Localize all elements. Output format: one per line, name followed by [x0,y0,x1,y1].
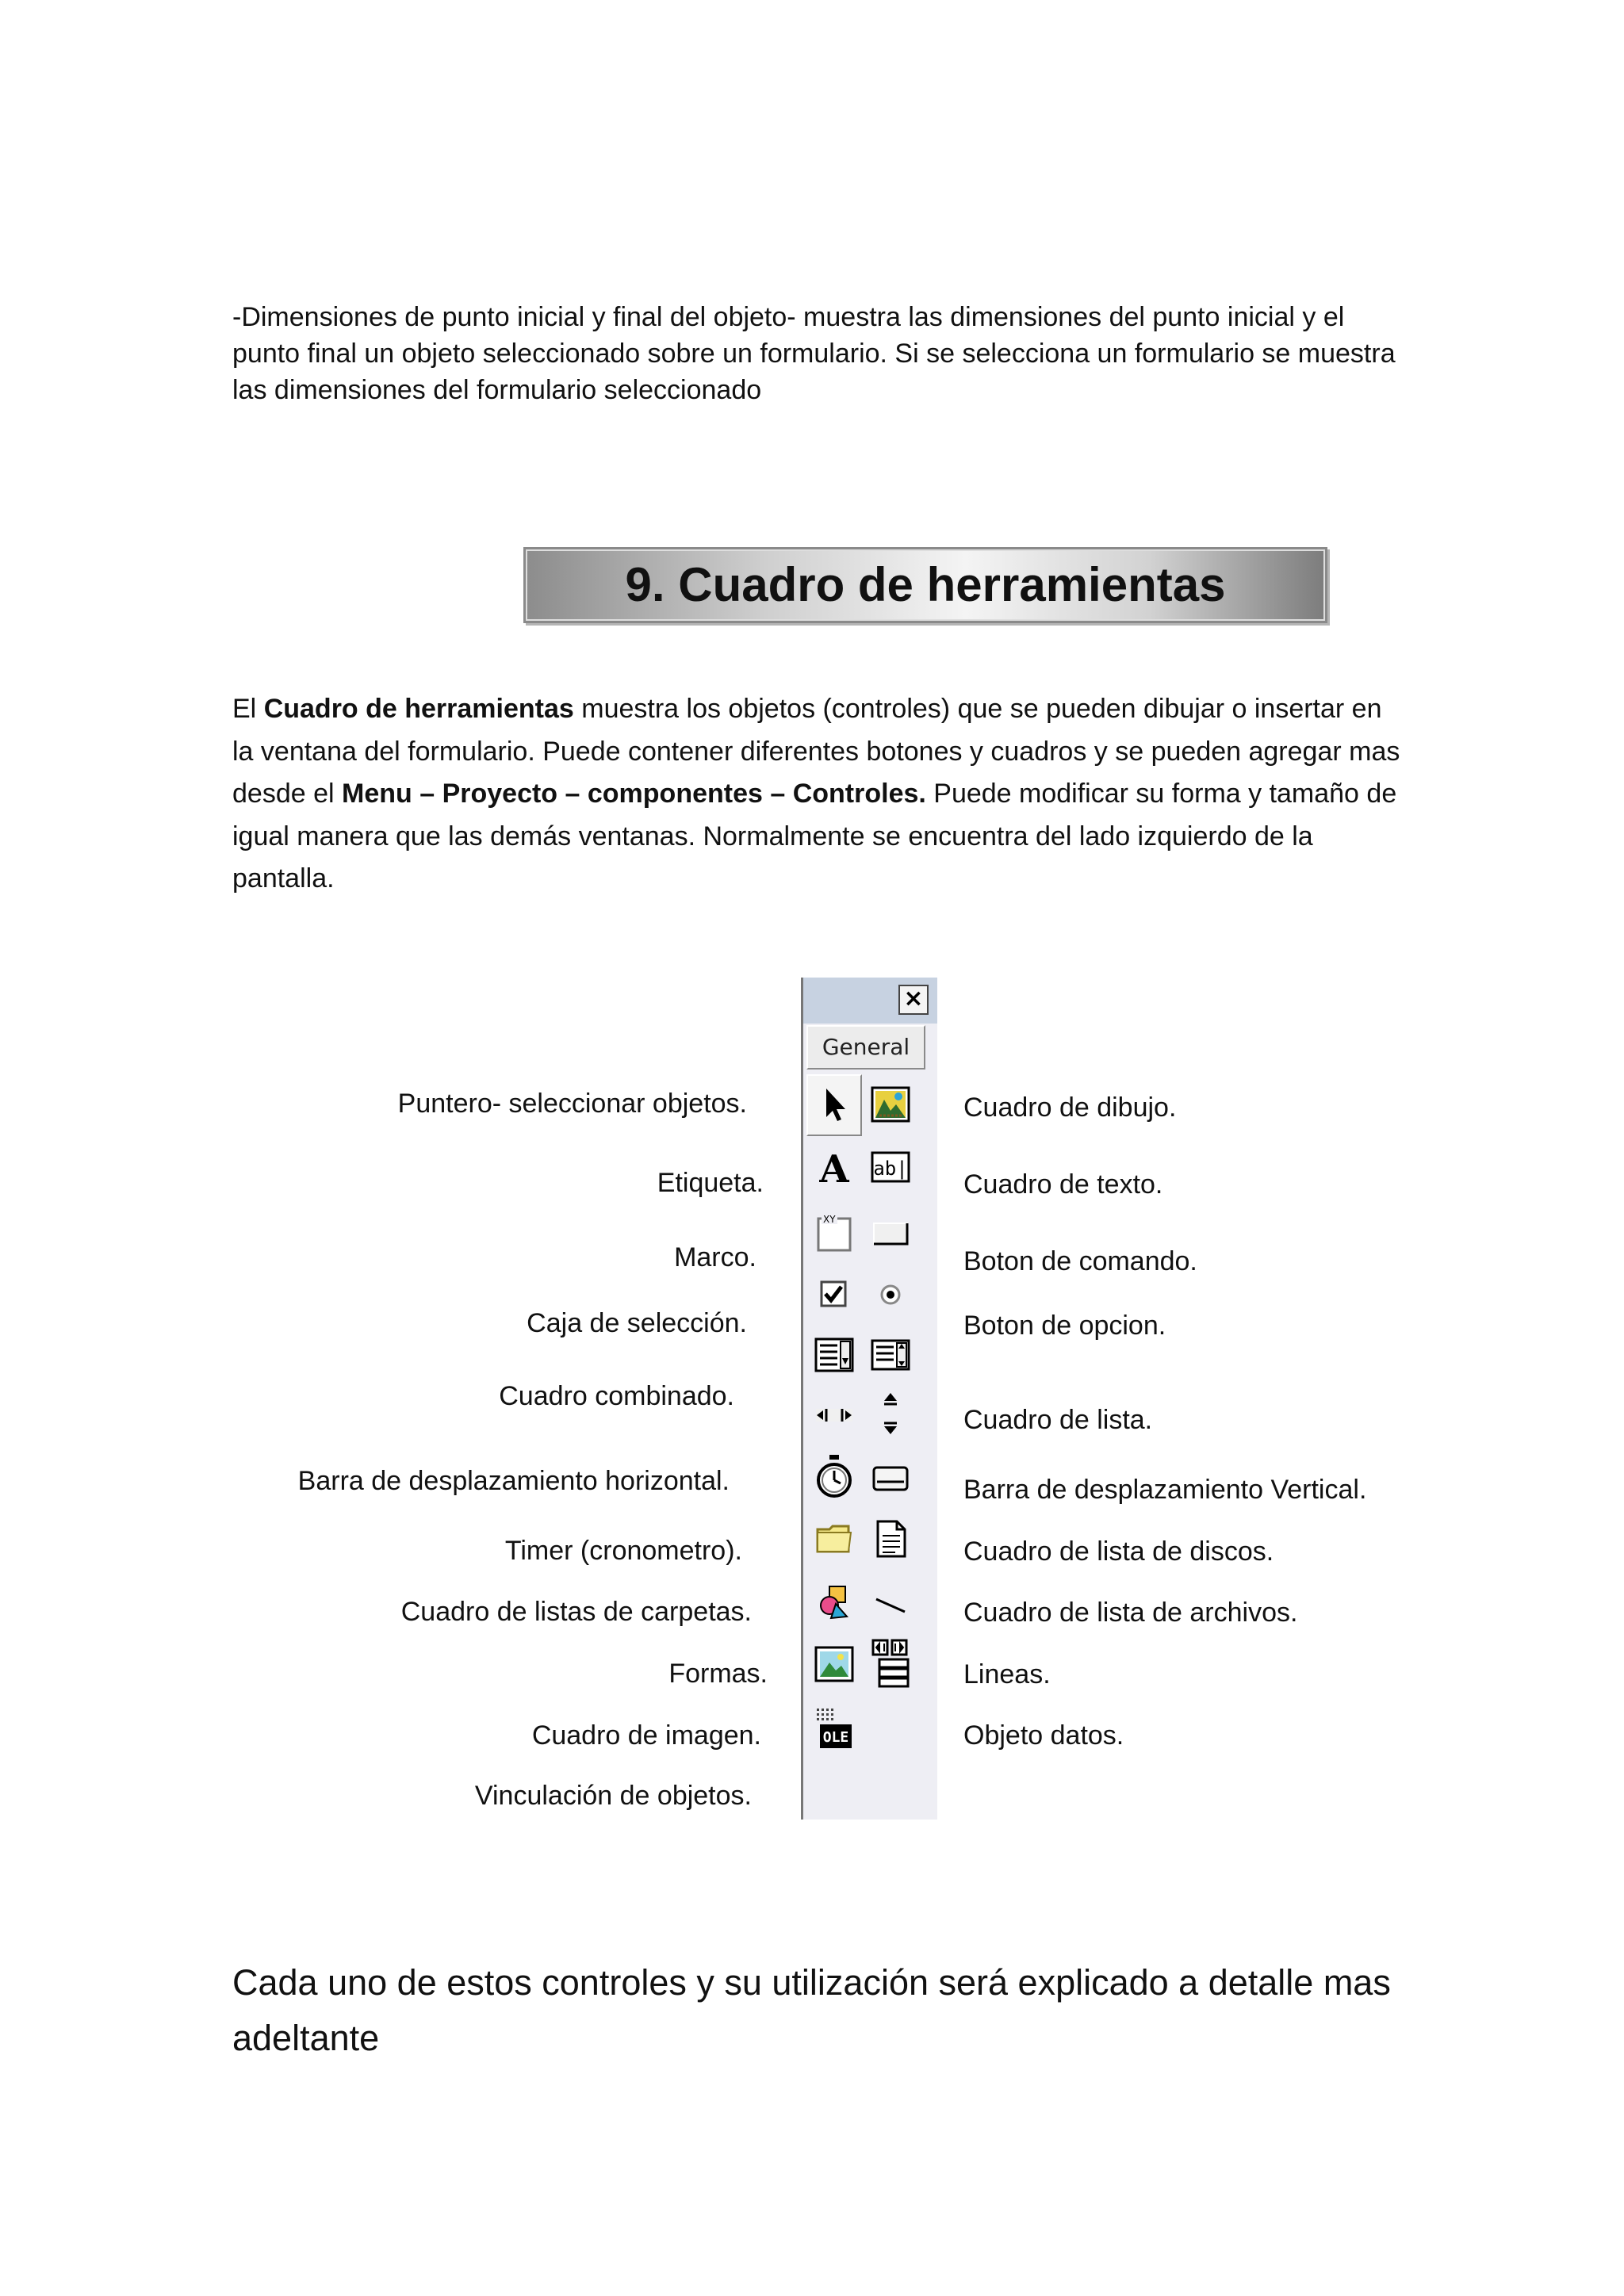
section-title-banner [523,547,1327,623]
intro-text: -Dimensiones de punto inicial y final del objeto- muestra las dimensiones del punto inicial y el punto final un objeto seleccionado sobre un formulario. Si se selecciona un formulario se muestra las dimensiones del formulario seleccionado [232,302,1396,405]
label-cuadro-texto: Cuadro de texto. [963,1169,1163,1200]
label-vinculacion: Vinculación de objetos. [474,1781,752,1811]
svg-text:ab|: ab| [873,1158,908,1180]
label-lista-archivos: Cuadro de lista de archivos. [963,1598,1298,1628]
label-barra-vertical: Barra de desplazamiento Vertical. [963,1475,1367,1505]
label-cuadro-combinado: Cuadro combinado. [499,1381,734,1411]
label-cuadro-imagen: Cuadro de imagen. [531,1720,761,1751]
commandbutton-icon[interactable] [870,1212,911,1253]
picturebox-icon[interactable] [870,1084,911,1125]
label-caja-seleccion: Caja de selección. [527,1308,747,1338]
label-lista-discos: Cuadro de lista de discos. [963,1536,1274,1567]
drivelistbox-icon[interactable] [870,1458,911,1499]
optionbutton-icon[interactable] [870,1274,911,1315]
paragraph-text-1: El [232,694,264,724]
paragraph-text-2: muestra los objetos (controles) que se pueden dibujar o insertar en la ventana del formulario. Puede contener diferentes botones y cuadros y se pueden agregar mas desde el [232,694,1400,809]
label-cuadro-dibujo: Cuadro de dibujo. [963,1093,1177,1123]
checkbox-icon[interactable] [814,1274,855,1315]
label-marco: Marco. [674,1242,756,1272]
pointer-icon[interactable] [814,1084,855,1125]
frame-icon[interactable] [814,1212,855,1253]
line-icon[interactable] [870,1582,911,1623]
label-icon[interactable] [814,1147,855,1188]
filelistbox-icon[interactable] [870,1518,911,1559]
label-listas-carpetas: Cuadro de listas de carpetas. [400,1597,752,1627]
section-title: 9. Cuadro de herramientas [625,558,1226,611]
dirlistbox-icon[interactable] [814,1518,855,1559]
svg-text:A: A [819,1147,849,1188]
label-barra-horizontal: Barra de desplazamiento horizontal. [297,1466,730,1496]
label-etiqueta: Etiqueta. [657,1168,764,1198]
paragraph-bold-2: Menu – Proyecto – componentes – Controles. [342,779,926,809]
textbox-icon[interactable] [870,1147,911,1188]
hscrollbar-icon[interactable] [814,1393,855,1434]
label-puntero: Puntero- seleccionar objetos. [397,1089,747,1119]
image-icon[interactable] [814,1644,855,1685]
label-formas: Formas. [668,1659,768,1689]
ole-icon[interactable] [814,1705,855,1747]
vscrollbar-icon[interactable] [870,1390,911,1431]
paragraph-bold-1: Cuadro de herramientas [263,694,574,724]
closing-text: Cada uno de estos controles y su utilización será explicado a detalle mas adeltante [232,1962,1391,2058]
label-boton-comando: Boton de comando. [963,1246,1197,1276]
listbox-icon[interactable] [870,1334,911,1376]
timer-icon[interactable] [814,1453,855,1494]
label-boton-opcion: Boton de opcion. [963,1311,1166,1341]
description-paragraph [232,688,1406,901]
label-timer: Timer (cronometro). [504,1536,742,1566]
data-icon[interactable] [870,1637,911,1678]
svg-text:XY: XY [823,1214,836,1225]
label-lineas: Lineas. [963,1659,1051,1689]
close-icon[interactable]: × [898,985,929,1015]
shape-icon[interactable] [814,1582,855,1623]
svg-text:OLE: OLE [822,1729,849,1746]
combobox-icon[interactable] [814,1334,855,1376]
label-cuadro-lista: Cuadro de lista. [963,1405,1153,1435]
toolbox-panel [801,978,937,1820]
paragraph-text-3: Puede modificar su forma y tamaño de igual manera que las demás ventanas. Normalmente se encuentra del lado izquierdo de la pantalla. [232,779,1397,894]
label-objeto-datos: Objeto datos. [963,1720,1124,1751]
tab-general[interactable]: General [806,1025,925,1070]
